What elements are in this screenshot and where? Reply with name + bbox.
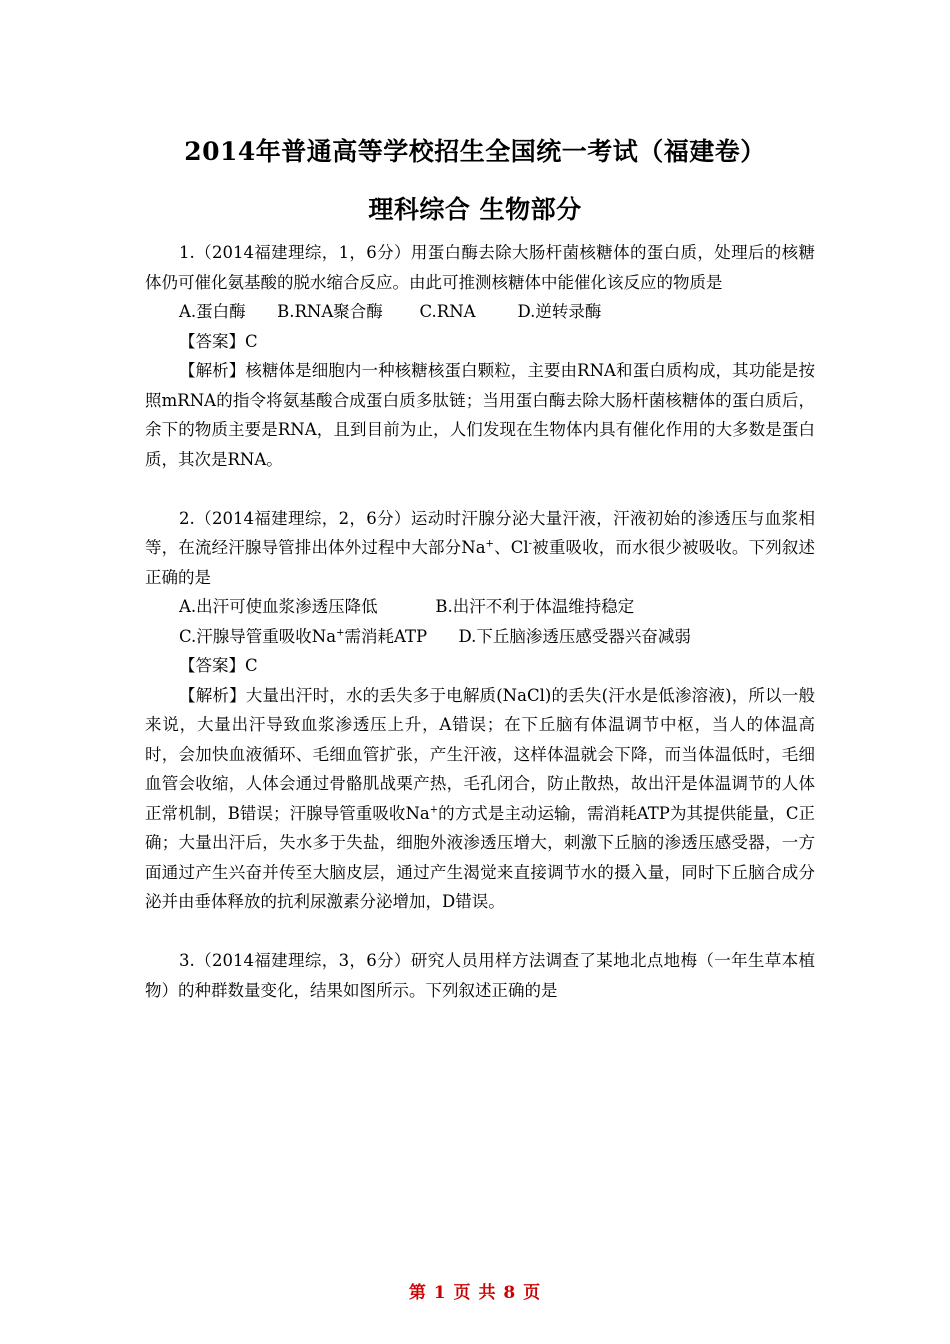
plus-superscript: + — [485, 538, 494, 550]
q2-analysis-part-b: 的方式是主动运输，需消耗ATP为其提供能量，C正确；大量出汗后，失水多于失盐，细胞外液渗透压增大，刺激下丘脑的渗透压感受器，一方面通过产生兴奋并传至大脑皮层，通过产生渴觉来直接调节水的摄入量，同时下丘脑合成分泌并由垂体释放的抗利尿激素分泌增加，D错误。 — [145, 803, 816, 911]
q2-analysis-part-a: 【解析】大量出汗时，水的丢失多于电解质(NaCl)的丢失(汗水是低渗溶液)，所以一般来说，大量出汗导致血浆渗透压上升，A错误；在下丘脑有体温调节中枢，当人的体温高时，会加快血液循环、毛细血管扩张，产生汗液，这样体温就会下降，而当体温低时，毛细血管会收缩，人体会通过骨骼肌战栗产热，毛孔闭合，防止散热，故出汗是体温调节的人体正常机制，B错误；汗腺导管重吸收Na — [145, 685, 815, 823]
question-3-stem: 3.（2014福建理综，3，6分）研究人员用样方法调查了某地北点地梅（一年生草本植物）的种群数量变化，结果如图所示。下列叙述正确的是 — [145, 951, 815, 1000]
question-1-answer: 【答案】C — [179, 331, 258, 351]
spacer — [145, 474, 815, 504]
question-1-stem: 1.（2014福建理综，1，6分）用蛋白酶去除大肠杆菌核糖体的蛋白质，处理后的核糖体仍可催化氨基酸的脱水缩合反应。由此可推测核糖体中能催化该反应的物质是 — [145, 243, 815, 292]
document-body — [145, 238, 815, 1005]
question-2-options-ab: A.出汗可使血浆渗透压降低 B.出汗不利于体温维持稳定 — [179, 597, 635, 616]
question-1-analysis: 【解析】核糖体是细胞内一种核糖核蛋白颗粒，主要由RNA和蛋白质构成，其功能是按照mRNA的指令将氨基酸合成蛋白质多肽链；当用蛋白酶去除大肠杆菌核糖体的蛋白质后，余下的物质主要是RNA，且到目前为止，人们发现在生物体内具有催化作用的大多数是蛋白质，其次是RNA。 — [145, 361, 815, 469]
question-2-options-cd — [145, 622, 815, 652]
plus-superscript: + — [429, 804, 439, 815]
plus-superscript: + — [336, 627, 345, 638]
spacer — [145, 917, 815, 947]
exam-title: 2014年普通高等学校招生全国统一考试（福建卷） — [184, 137, 766, 166]
q2-option-c-part-a: C.汗腺导管重吸收Na — [179, 626, 337, 646]
page-footer: 第 1 页 共 8 页 — [408, 1283, 542, 1303]
exam-subtitle: 理科综合 生物部分 — [368, 195, 582, 224]
q2-option-c-part-b: 需消耗ATP D.下丘脑渗透压感受器兴奋减弱 — [344, 626, 691, 646]
q2-stem-part-c: 被重吸收，而水很少被吸收。下列叙述正确的是 — [145, 538, 816, 587]
q2-stem-part-b: 、Cl — [493, 538, 529, 557]
question-2-stem — [145, 504, 815, 593]
question-1-options: A.蛋白酶 B.RNA聚合酶 C.RNA D.逆转录酶 — [179, 302, 602, 321]
question-2-analysis — [145, 681, 815, 917]
minus-superscript: - — [528, 538, 533, 550]
question-2-answer: 【答案】C — [179, 656, 258, 675]
q2-stem-part-a: 2.（2014福建理综，2，6分）运动时汗腺分泌大量汗液，汗液初始的渗透压与血浆相等，在流经汗腺导管排出体外过程中大部分Na — [145, 508, 815, 557]
